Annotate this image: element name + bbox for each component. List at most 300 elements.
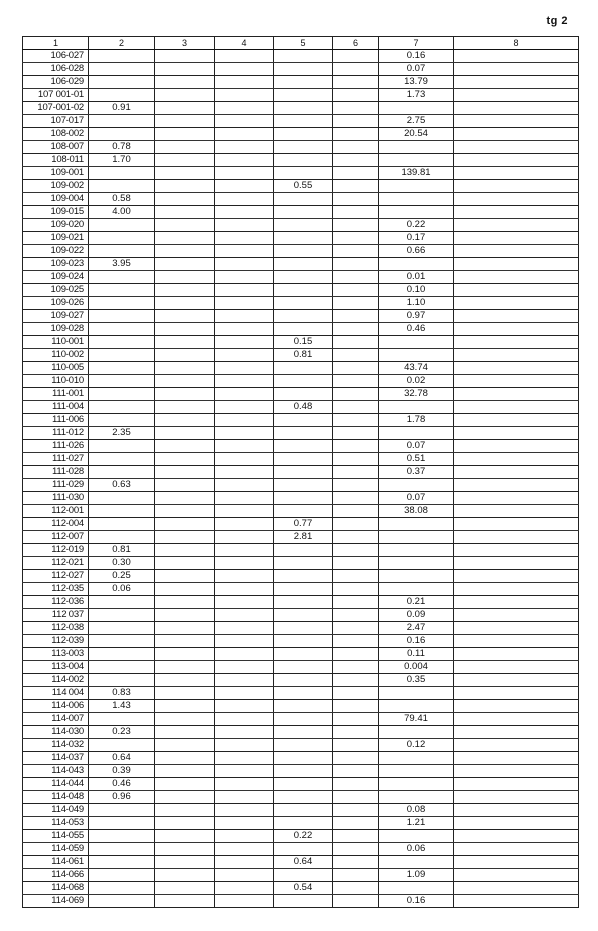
cell-code: 112-035 bbox=[23, 583, 89, 596]
cell-col8 bbox=[454, 375, 579, 388]
cell-col6 bbox=[333, 323, 379, 336]
cell-col8 bbox=[454, 687, 579, 700]
cell-code: 109-023 bbox=[23, 258, 89, 271]
cell-col5 bbox=[274, 271, 333, 284]
cell-col2: 0.64 bbox=[89, 752, 155, 765]
cell-col8 bbox=[454, 557, 579, 570]
cell-col2 bbox=[89, 869, 155, 882]
table-row bbox=[23, 167, 579, 180]
cell-code: 109-020 bbox=[23, 219, 89, 232]
cell-code: 109-004 bbox=[23, 193, 89, 206]
cell-col7: 0.16 bbox=[379, 635, 454, 648]
cell-col4 bbox=[215, 674, 274, 687]
cell-col6 bbox=[333, 765, 379, 778]
table-row bbox=[23, 258, 579, 271]
cell-code: 113-003 bbox=[23, 648, 89, 661]
cell-col7 bbox=[379, 544, 454, 557]
cell-code: 109-022 bbox=[23, 245, 89, 258]
cell-col5 bbox=[274, 505, 333, 518]
cell-col2: 0.39 bbox=[89, 765, 155, 778]
cell-col6 bbox=[333, 531, 379, 544]
cell-col7: 79.41 bbox=[379, 713, 454, 726]
cell-code: 109-025 bbox=[23, 284, 89, 297]
cell-col5: 0.64 bbox=[274, 856, 333, 869]
cell-col4 bbox=[215, 869, 274, 882]
cell-code: 114-048 bbox=[23, 791, 89, 804]
cell-col3 bbox=[155, 687, 215, 700]
cell-col2 bbox=[89, 336, 155, 349]
cell-col3 bbox=[155, 661, 215, 674]
cell-col4 bbox=[215, 154, 274, 167]
cell-col5 bbox=[274, 154, 333, 167]
cell-code: 110-002 bbox=[23, 349, 89, 362]
cell-col3 bbox=[155, 869, 215, 882]
table-row bbox=[23, 440, 579, 453]
cell-col4 bbox=[215, 115, 274, 128]
cell-col4 bbox=[215, 830, 274, 843]
table-row bbox=[23, 388, 579, 401]
cell-col2 bbox=[89, 388, 155, 401]
cell-col7 bbox=[379, 336, 454, 349]
cell-col8 bbox=[454, 466, 579, 479]
cell-col6 bbox=[333, 193, 379, 206]
cell-col7 bbox=[379, 401, 454, 414]
table-row bbox=[23, 128, 579, 141]
table-row bbox=[23, 245, 579, 258]
cell-col7 bbox=[379, 882, 454, 895]
table-row bbox=[23, 349, 579, 362]
cell-col7 bbox=[379, 141, 454, 154]
cell-col5 bbox=[274, 102, 333, 115]
cell-col7 bbox=[379, 791, 454, 804]
cell-col3 bbox=[155, 713, 215, 726]
cell-col2: 1.70 bbox=[89, 154, 155, 167]
cell-col3 bbox=[155, 310, 215, 323]
cell-col2 bbox=[89, 50, 155, 63]
cell-col6 bbox=[333, 453, 379, 466]
cell-code: 106-029 bbox=[23, 76, 89, 89]
cell-code: 114-055 bbox=[23, 830, 89, 843]
cell-col5 bbox=[274, 609, 333, 622]
cell-col4 bbox=[215, 193, 274, 206]
cell-col5 bbox=[274, 440, 333, 453]
cell-col3 bbox=[155, 492, 215, 505]
cell-code: 109-015 bbox=[23, 206, 89, 219]
table-row bbox=[23, 89, 579, 102]
cell-col4 bbox=[215, 349, 274, 362]
cell-col6 bbox=[333, 817, 379, 830]
cell-code: 114-007 bbox=[23, 713, 89, 726]
cell-col2 bbox=[89, 76, 155, 89]
cell-col3 bbox=[155, 557, 215, 570]
cell-col2 bbox=[89, 817, 155, 830]
cell-col2: 0.83 bbox=[89, 687, 155, 700]
table-row bbox=[23, 856, 579, 869]
table-row bbox=[23, 271, 579, 284]
cell-col6 bbox=[333, 843, 379, 856]
cell-col4 bbox=[215, 531, 274, 544]
cell-col3 bbox=[155, 401, 215, 414]
cell-col3 bbox=[155, 505, 215, 518]
cell-col6 bbox=[333, 310, 379, 323]
cell-col4 bbox=[215, 375, 274, 388]
cell-col6 bbox=[333, 219, 379, 232]
cell-col2 bbox=[89, 622, 155, 635]
cell-col3 bbox=[155, 817, 215, 830]
cell-col6 bbox=[333, 557, 379, 570]
cell-col4 bbox=[215, 63, 274, 76]
cell-col6 bbox=[333, 492, 379, 505]
cell-col7: 0.07 bbox=[379, 440, 454, 453]
cell-col8 bbox=[454, 596, 579, 609]
cell-col4 bbox=[215, 622, 274, 635]
cell-col5: 0.15 bbox=[274, 336, 333, 349]
cell-col4 bbox=[215, 284, 274, 297]
cell-col7: 0.17 bbox=[379, 232, 454, 245]
cell-col8 bbox=[454, 648, 579, 661]
cell-code: 112-038 bbox=[23, 622, 89, 635]
cell-col4 bbox=[215, 258, 274, 271]
cell-col4 bbox=[215, 557, 274, 570]
cell-col7 bbox=[379, 570, 454, 583]
cell-col5: 0.54 bbox=[274, 882, 333, 895]
table-row bbox=[23, 765, 579, 778]
cell-col7: 0.16 bbox=[379, 895, 454, 908]
cell-col2 bbox=[89, 362, 155, 375]
cell-col7: 0.004 bbox=[379, 661, 454, 674]
cell-code: 114-069 bbox=[23, 895, 89, 908]
table-body bbox=[23, 50, 579, 908]
table-row bbox=[23, 778, 579, 791]
table-row bbox=[23, 882, 579, 895]
cell-col6 bbox=[333, 89, 379, 102]
cell-col7 bbox=[379, 830, 454, 843]
cell-col2 bbox=[89, 128, 155, 141]
cell-code: 114-037 bbox=[23, 752, 89, 765]
cell-col7 bbox=[379, 700, 454, 713]
cell-col4 bbox=[215, 791, 274, 804]
cell-col7: 38.08 bbox=[379, 505, 454, 518]
cell-col3 bbox=[155, 180, 215, 193]
cell-col6 bbox=[333, 284, 379, 297]
table-row bbox=[23, 414, 579, 427]
cell-col5 bbox=[274, 739, 333, 752]
cell-col3 bbox=[155, 427, 215, 440]
cell-col3 bbox=[155, 726, 215, 739]
cell-col6 bbox=[333, 648, 379, 661]
cell-col4 bbox=[215, 687, 274, 700]
cell-col5 bbox=[274, 232, 333, 245]
table-row bbox=[23, 700, 579, 713]
cell-col8 bbox=[454, 232, 579, 245]
cell-col7 bbox=[379, 726, 454, 739]
cell-col8 bbox=[454, 167, 579, 180]
cell-col5 bbox=[274, 89, 333, 102]
cell-col3 bbox=[155, 76, 215, 89]
cell-col5 bbox=[274, 557, 333, 570]
cell-col8 bbox=[454, 219, 579, 232]
cell-code: 111-028 bbox=[23, 466, 89, 479]
cell-col6 bbox=[333, 466, 379, 479]
cell-code: 114-002 bbox=[23, 674, 89, 687]
cell-code: 114-066 bbox=[23, 869, 89, 882]
cell-col6 bbox=[333, 622, 379, 635]
cell-col6 bbox=[333, 479, 379, 492]
cell-col5 bbox=[274, 817, 333, 830]
cell-col4 bbox=[215, 843, 274, 856]
cell-col5 bbox=[274, 427, 333, 440]
cell-col6 bbox=[333, 882, 379, 895]
cell-col3 bbox=[155, 388, 215, 401]
cell-col5 bbox=[274, 674, 333, 687]
cell-col2: 4.00 bbox=[89, 206, 155, 219]
cell-col5 bbox=[274, 362, 333, 375]
cell-col6 bbox=[333, 154, 379, 167]
cell-col4 bbox=[215, 50, 274, 63]
cell-col3 bbox=[155, 479, 215, 492]
cell-col3 bbox=[155, 804, 215, 817]
cell-code: 111-026 bbox=[23, 440, 89, 453]
cell-col2 bbox=[89, 713, 155, 726]
cell-col5 bbox=[274, 544, 333, 557]
table-row bbox=[23, 557, 579, 570]
cell-col8 bbox=[454, 206, 579, 219]
cell-col8 bbox=[454, 895, 579, 908]
cell-col6 bbox=[333, 141, 379, 154]
cell-col5 bbox=[274, 466, 333, 479]
cell-col8 bbox=[454, 128, 579, 141]
table-row bbox=[23, 50, 579, 63]
cell-col7: 0.46 bbox=[379, 323, 454, 336]
table-row bbox=[23, 609, 579, 622]
cell-col2 bbox=[89, 63, 155, 76]
cell-col2: 0.78 bbox=[89, 141, 155, 154]
cell-col3 bbox=[155, 232, 215, 245]
column-header-6: 6 bbox=[333, 37, 379, 50]
table-row bbox=[23, 830, 579, 843]
table-row bbox=[23, 804, 579, 817]
cell-col3 bbox=[155, 297, 215, 310]
cell-col7: 0.51 bbox=[379, 453, 454, 466]
cell-col6 bbox=[333, 856, 379, 869]
cell-col2 bbox=[89, 414, 155, 427]
table-row bbox=[23, 427, 579, 440]
cell-col4 bbox=[215, 817, 274, 830]
cell-col5 bbox=[274, 76, 333, 89]
cell-col2 bbox=[89, 284, 155, 297]
cell-col2: 2.35 bbox=[89, 427, 155, 440]
table-row bbox=[23, 843, 579, 856]
cell-col4 bbox=[215, 635, 274, 648]
cell-code: 112-007 bbox=[23, 531, 89, 544]
column-header-2: 2 bbox=[89, 37, 155, 50]
cell-code: 114-030 bbox=[23, 726, 89, 739]
cell-col5 bbox=[274, 778, 333, 791]
cell-code: 107-017 bbox=[23, 115, 89, 128]
table-row bbox=[23, 687, 579, 700]
data-table bbox=[22, 36, 579, 908]
cell-col5 bbox=[274, 635, 333, 648]
cell-col8 bbox=[454, 180, 579, 193]
cell-col4 bbox=[215, 856, 274, 869]
cell-col4 bbox=[215, 453, 274, 466]
cell-col2: 0.25 bbox=[89, 570, 155, 583]
cell-col6 bbox=[333, 102, 379, 115]
cell-col8 bbox=[454, 245, 579, 258]
cell-col4 bbox=[215, 440, 274, 453]
column-header-1: 1 bbox=[23, 37, 89, 50]
cell-col2 bbox=[89, 505, 155, 518]
cell-col7: 0.09 bbox=[379, 609, 454, 622]
cell-col8 bbox=[454, 518, 579, 531]
cell-code: 110-001 bbox=[23, 336, 89, 349]
cell-col6 bbox=[333, 362, 379, 375]
cell-col2 bbox=[89, 674, 155, 687]
cell-col3 bbox=[155, 765, 215, 778]
cell-col2 bbox=[89, 89, 155, 102]
table-row bbox=[23, 206, 579, 219]
cell-code: 109-027 bbox=[23, 310, 89, 323]
cell-col6 bbox=[333, 635, 379, 648]
cell-col5 bbox=[274, 388, 333, 401]
cell-col2 bbox=[89, 310, 155, 323]
cell-col4 bbox=[215, 167, 274, 180]
cell-col2 bbox=[89, 466, 155, 479]
cell-col3 bbox=[155, 141, 215, 154]
cell-col7 bbox=[379, 427, 454, 440]
table-row bbox=[23, 869, 579, 882]
cell-col6 bbox=[333, 583, 379, 596]
cell-col2: 0.91 bbox=[89, 102, 155, 115]
cell-col6 bbox=[333, 661, 379, 674]
cell-code: 111-001 bbox=[23, 388, 89, 401]
cell-col8 bbox=[454, 505, 579, 518]
cell-code: 114-059 bbox=[23, 843, 89, 856]
cell-col7: 0.08 bbox=[379, 804, 454, 817]
cell-col8 bbox=[454, 76, 579, 89]
cell-col4 bbox=[215, 544, 274, 557]
cell-code: 114 004 bbox=[23, 687, 89, 700]
cell-col4 bbox=[215, 739, 274, 752]
cell-col2 bbox=[89, 401, 155, 414]
column-header-3: 3 bbox=[155, 37, 215, 50]
cell-col7: 0.02 bbox=[379, 375, 454, 388]
cell-col4 bbox=[215, 661, 274, 674]
cell-col3 bbox=[155, 440, 215, 453]
cell-col7 bbox=[379, 856, 454, 869]
table-row bbox=[23, 791, 579, 804]
cell-col5: 0.55 bbox=[274, 180, 333, 193]
cell-col8 bbox=[454, 843, 579, 856]
cell-col4 bbox=[215, 492, 274, 505]
cell-col7 bbox=[379, 583, 454, 596]
cell-col6 bbox=[333, 271, 379, 284]
cell-code: 111-004 bbox=[23, 401, 89, 414]
cell-col7: 20.54 bbox=[379, 128, 454, 141]
table-row bbox=[23, 193, 579, 206]
cell-col3 bbox=[155, 882, 215, 895]
cell-col6 bbox=[333, 401, 379, 414]
cell-col3 bbox=[155, 271, 215, 284]
cell-col2 bbox=[89, 115, 155, 128]
cell-col5 bbox=[274, 258, 333, 271]
cell-col2 bbox=[89, 375, 155, 388]
cell-col2: 0.46 bbox=[89, 778, 155, 791]
cell-col6 bbox=[333, 167, 379, 180]
cell-col5 bbox=[274, 648, 333, 661]
cell-col7 bbox=[379, 102, 454, 115]
cell-col6 bbox=[333, 895, 379, 908]
cell-col2 bbox=[89, 297, 155, 310]
cell-col3 bbox=[155, 336, 215, 349]
table-row bbox=[23, 219, 579, 232]
cell-col6 bbox=[333, 245, 379, 258]
cell-col6 bbox=[333, 791, 379, 804]
cell-col8 bbox=[454, 635, 579, 648]
cell-col2 bbox=[89, 830, 155, 843]
cell-col8 bbox=[454, 349, 579, 362]
table-row bbox=[23, 76, 579, 89]
cell-col8 bbox=[454, 336, 579, 349]
cell-col5 bbox=[274, 128, 333, 141]
cell-col3 bbox=[155, 752, 215, 765]
cell-col2 bbox=[89, 180, 155, 193]
cell-col6 bbox=[333, 518, 379, 531]
cell-col4 bbox=[215, 180, 274, 193]
cell-col7: 2.47 bbox=[379, 622, 454, 635]
cell-col7: 1.78 bbox=[379, 414, 454, 427]
cell-col3 bbox=[155, 362, 215, 375]
cell-col5 bbox=[274, 570, 333, 583]
cell-code: 112-036 bbox=[23, 596, 89, 609]
cell-col5 bbox=[274, 700, 333, 713]
table-row bbox=[23, 713, 579, 726]
cell-col6 bbox=[333, 414, 379, 427]
cell-col5: 2.81 bbox=[274, 531, 333, 544]
cell-col5 bbox=[274, 596, 333, 609]
table-row bbox=[23, 115, 579, 128]
table-row bbox=[23, 154, 579, 167]
cell-col2 bbox=[89, 349, 155, 362]
cell-col6 bbox=[333, 869, 379, 882]
cell-col3 bbox=[155, 518, 215, 531]
cell-col4 bbox=[215, 206, 274, 219]
cell-col5 bbox=[274, 804, 333, 817]
cell-col7: 0.37 bbox=[379, 466, 454, 479]
table-row bbox=[23, 401, 579, 414]
cell-col8 bbox=[454, 323, 579, 336]
cell-col3 bbox=[155, 167, 215, 180]
cell-code: 108-011 bbox=[23, 154, 89, 167]
cell-col3 bbox=[155, 648, 215, 661]
cell-col7: 0.21 bbox=[379, 596, 454, 609]
cell-col3 bbox=[155, 843, 215, 856]
cell-col8 bbox=[454, 882, 579, 895]
cell-col3 bbox=[155, 63, 215, 76]
cell-col7 bbox=[379, 765, 454, 778]
cell-col8 bbox=[454, 479, 579, 492]
table-row bbox=[23, 674, 579, 687]
cell-code: 106-028 bbox=[23, 63, 89, 76]
cell-col8 bbox=[454, 258, 579, 271]
cell-col6 bbox=[333, 115, 379, 128]
cell-col7 bbox=[379, 193, 454, 206]
cell-col8 bbox=[454, 765, 579, 778]
cell-col4 bbox=[215, 752, 274, 765]
cell-col5 bbox=[274, 206, 333, 219]
cell-col6 bbox=[333, 752, 379, 765]
cell-col8 bbox=[454, 739, 579, 752]
